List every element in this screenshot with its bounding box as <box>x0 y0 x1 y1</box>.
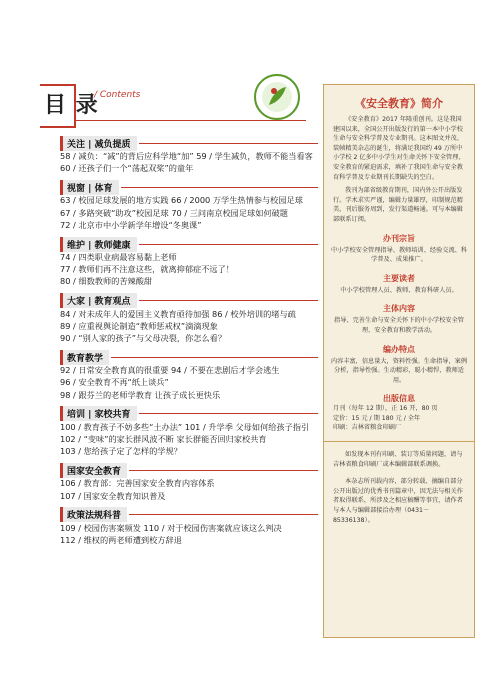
panel-heading: 出版信息 <box>383 394 415 404</box>
panel-heading: 主体内容 <box>383 304 415 314</box>
toc-entry[interactable]: 106 / 教育部：完善国家安全教育内容体系 <box>60 478 215 489</box>
section-label: 维护 | 教师健康 <box>60 237 137 252</box>
panel-divider <box>324 441 474 442</box>
toc-entry[interactable]: 63 / 校园足球发展的地方实践 66 / 2000 万学生热情参与校园足球 <box>60 195 303 206</box>
toc-entry[interactable]: 84 / 对未成年人的爱国主义教育亟待加强 86 / 校外培训的堵与疏 <box>60 308 296 319</box>
table-of-contents <box>60 136 318 552</box>
toc-section <box>60 136 318 174</box>
panel-heading: 主要读者 <box>383 273 415 283</box>
panel-text: 中小学校安全管理指导、教师培训、经验交流、科学普及、成果推广。 <box>330 246 468 264</box>
toc-entry[interactable]: 100 / 教育孩子不妨多些“土办法” 101 / 升学季 父母如何给孩子指引 <box>60 421 310 432</box>
section-label: 视窗 | 体育 <box>60 180 119 195</box>
panel-intro-paragraph: 我刊为部省级教育期刊，国内外公开出版发行。学术求实严谨，编辑力量雄厚，印制规范精美，刊后服务周到，发行渠道畅通。可与本编辑部联系订阅。 <box>333 187 463 223</box>
journal-intro-panel <box>323 84 475 638</box>
panel-text: 中小学校管理人员、教师、教育科研人员。 <box>340 286 458 294</box>
publish-line: 定价：15 元 / 期 180 元 / 全年 <box>333 414 421 422</box>
toc-entry[interactable]: 112 / 维权的两老师遭到校方辞退 <box>60 535 182 546</box>
toc-entry[interactable]: 96 / 安全教育不再“纸上谈兵” <box>60 377 169 388</box>
journal-logo-icon <box>252 72 302 122</box>
toc-entry[interactable]: 67 / 多路突破“助攻”校园足球 70 / 三问南京校园足球如何破题 <box>60 207 288 218</box>
toc-entry[interactable]: 60 / 还孩子们一个“荡起双桨”的童年 <box>60 163 194 174</box>
toc-section <box>60 350 318 401</box>
section-label: 国家安全教育 <box>60 463 127 478</box>
toc-entry[interactable]: 102 / “变味”的家长群风波不断 家长群能否回归家校共育 <box>60 434 267 445</box>
toc-entry[interactable]: 103 / 您给孩子定了怎样的学规？ <box>60 446 182 457</box>
toc-section <box>60 463 318 501</box>
toc-entry[interactable]: 58 / 减负：“减”的背后应科学地“加” 59 / 学生减负，教师不能当看客 <box>60 151 313 161</box>
section-label: 大家 | 教育观点 <box>60 293 137 308</box>
publish-line: 月刊（每年 12 期），正 16 开，80 页 <box>333 405 438 413</box>
section-label: 教育教学 <box>60 350 109 365</box>
toc-section <box>60 508 318 546</box>
panel-text: 指导、完善生命与安全关怀下的中小学校安全管理、安全教育和教学活动。 <box>334 317 464 334</box>
toc-entry[interactable]: 92 / 日常安全教育真的很重要 94 / 不要在悲剧后才学会逃生 <box>60 365 280 376</box>
panel-heading: 编办特点 <box>383 344 415 354</box>
panel-note: 本杂志所刊载内容，部分转载、摘编自部分公开出版过的优秀书刊篇章中，因无法与相关作者取得联系，所涉及之相应稿酬等事宜，请作者与本人与编辑部接洽办理（0431－85336138）。 <box>333 478 463 524</box>
panel-note: 如发现本刊有印刷、装订等质量问题，请与吉林省粮食印刷厂或本编辑部联系调换。 <box>333 451 463 468</box>
section-label: 政策法规科普 <box>60 507 127 522</box>
toc-section <box>60 180 318 231</box>
section-label: 培训 | 家校共育 <box>60 406 137 421</box>
toc-entry[interactable]: 109 / 校园伤害案频发 110 / 对于校园伤害案就应该这么判决 <box>60 522 282 533</box>
toc-entry[interactable]: 107 / 国家安全教育知识普及 <box>60 490 166 501</box>
toc-entry[interactable]: 80 / 细数教师的苦辣酸甜 <box>60 276 153 287</box>
section-label: 关注 | 减负提质 <box>60 136 137 151</box>
toc-entry[interactable]: 74 / 四类职业病最容易黏上老师 <box>60 252 177 263</box>
toc-entry[interactable]: 90 / “别人家的孩子”与父母决裂，你怎么看？ <box>60 333 227 344</box>
publish-line: 印刷：吉林省粮食印刷厂 <box>333 424 402 432</box>
toc-entry[interactable]: 89 / 应重视舆论制造“教师惩戒权”滴滴现象 <box>60 320 218 331</box>
toc-entry[interactable]: 77 / 教师们再不注意这些，就离抑郁症不远了！ <box>60 264 234 275</box>
panel-text: 内容丰富，信息量大，资料性强。生命指导，案例分析，指导性强。生动精彩，聪小精悍，教师适用。 <box>330 357 468 384</box>
panel-title: 《安全教育》简介 <box>355 97 443 110</box>
toc-section <box>60 294 318 345</box>
panel-intro-paragraph: 《安全教育》2017 年隆重创刊。这是我国建国以来，全国公开出版发行的第一本中小学校生命与安全科学普及专业期刊。这本图文并茂、装帧精美杂志的诞生，将满足我国约 49 万所中小学校 2 亿多中小学生对生命关怀下安全管理、安全教育的紧迫需求，填补了我国生命与安全教育科学普及专业期刊长期缺失的空白。 <box>333 116 465 181</box>
toc-section <box>60 407 318 458</box>
toc-section <box>60 237 318 288</box>
panel-heading: 办刊宗旨 <box>383 233 415 243</box>
page-subtitle: / Contents <box>94 90 141 100</box>
page-title: 目 录 <box>44 93 99 118</box>
toc-entry[interactable]: 98 / 跟芬兰的老师学教育 让孩子成长更快乐 <box>60 389 221 400</box>
toc-entry[interactable]: 72 / 北京市中小学新学年增设“冬奥课” <box>60 219 202 230</box>
